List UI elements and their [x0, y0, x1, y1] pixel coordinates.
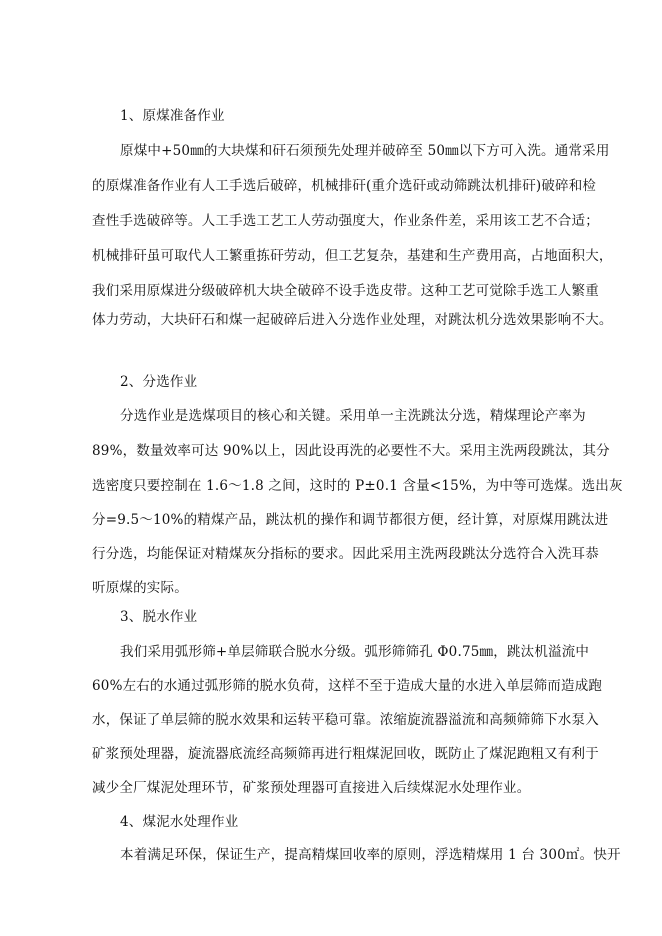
section-2-line-2: 89%，数量效率可达 90%以上，因此设再洗的必要性不大。采用主洗两段跳汰，其分 [92, 443, 610, 459]
section-2-line-6: 听原煤的实际。 [92, 580, 188, 596]
section-3-line-5: 减少全厂煤泥处理环节，矿浆预处理器可直接进入后续煤泥水处理作业。 [92, 780, 531, 796]
section-1-heading: 1、原煤准备作业 [120, 108, 225, 124]
section-3-line-3: 水，保证了单层筛的脱水效果和运转平稳可靠。浓缩旋流器溢流和高频筛筛下水泵入 [92, 712, 599, 728]
section-2-line-1: 分选作业是选煤项目的核心和关键。采用单一主洗跳汰分选，精煤理论产率为 [120, 408, 586, 424]
section-3-line-1: 我们采用弧形筛+单层筛联合脱水分级。弧形筛筛孔 Φ0.75㎜，跳汰机溢流中 [120, 644, 590, 660]
section-3-line-2: 60%左右的水通过弧形筛的脱水负荷，这样不至于造成大量的水进入单层筛而造成跑 [92, 678, 603, 694]
section-3-heading: 3、脱水作业 [120, 609, 198, 625]
section-1-line-3: 查性手选破碎等。人工手选工艺工人劳动强度大，作业条件差，采用该工艺不合适； [92, 213, 599, 229]
section-2-line-4: 分=9.5～10%的精煤产品，跳汰机的操作和调节都很方便，经计算，对原煤用跳汰进 [92, 512, 609, 528]
section-2-heading: 2、分选作业 [120, 374, 198, 390]
section-2-line-5: 行分选，均能保证对精煤灰分指标的要求。因此采用主洗两段跳汰分选符合入洗耳恭 [92, 546, 599, 562]
section-4-heading: 4、煤泥水处理作业 [120, 814, 239, 830]
section-1-line-2: 的原煤准备作业有人工手选后破碎，机械排矸(重介选矸或动筛跳汰机排矸)破碎和检 [92, 178, 597, 194]
section-1-line-6: 体力劳动，大块矸石和煤一起破碎后进入分选作业处理，对跳汰机分选效果影响不大。 [92, 312, 613, 328]
section-4-line-1: 本着满足环保，保证生产，提高精煤回收率的原则，浮选精煤用 1 台 300㎡。快开 [120, 847, 621, 863]
section-1-line-1: 原煤中+50㎜的大块煤和矸石须预先处理并破碎至 50㎜以下方可入洗。通常采用 [120, 143, 610, 159]
section-1-line-5: 我们采用原煤进分级破碎机大块全破碎不设手选皮带。这种工艺可觉除手选工人繁重 [92, 283, 599, 299]
section-3-line-4: 矿浆预处理器，旋流器底流经高频筛再进行粗煤泥回收，既防止了煤泥跑粗又有利于 [92, 746, 599, 762]
section-1-line-4: 机械排矸虽可取代人工繁重拣矸劳动，但工艺复杂，基建和生产费用高，占地面积大， [92, 248, 613, 264]
section-2-line-3: 选密度只要控制在 1.6～1.8 之间，这时的 P±0.1 含量<15%，为中等可选煤。选出灰 [92, 478, 623, 494]
